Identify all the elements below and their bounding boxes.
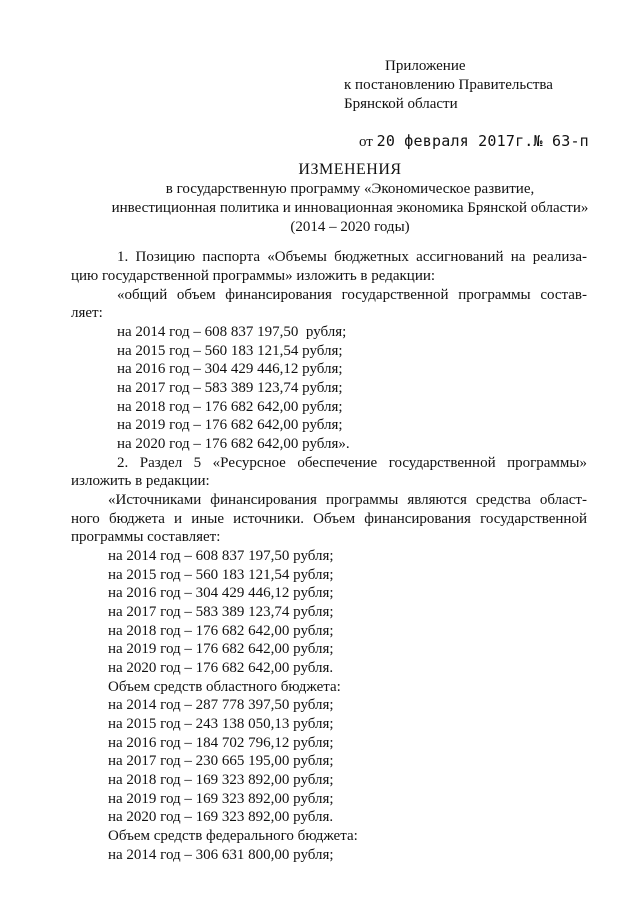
section2-total-item: на 2018 год – 176 682 642,00 рубля;: [108, 623, 334, 639]
section2-total-item: на 2014 год – 608 837 197,50 рубля;: [108, 548, 334, 564]
heading-line-3: (2014 – 2020 годы): [290, 219, 410, 235]
section1-item: на 2018 год – 176 682 642,00 рубля;: [117, 399, 343, 415]
section2-quote-line-3: программы составляет:: [71, 529, 221, 545]
section1-item: на 2017 год – 583 389 123,74 рубля;: [117, 380, 343, 396]
section1-quote-line-1: «общий объем финансирования государственной программы состав-: [117, 287, 587, 303]
section1-para-line-2: цию государственной программы» изложить в редакции:: [71, 268, 436, 284]
section2-regional-item: на 2014 год – 287 778 397,50 рубля;: [108, 697, 334, 713]
section2-total-item: на 2020 год – 176 682 642,00 рубля.: [108, 660, 334, 676]
section1-item: на 2015 год – 560 183 121,54 рубля;: [117, 343, 343, 359]
section1-quote-line-2: ляет:: [71, 305, 103, 321]
section1-item: на 2020 год – 176 682 642,00 рубля».: [117, 436, 350, 452]
section2-regional-item: на 2016 год – 184 702 796,12 рубля;: [108, 735, 334, 751]
section2-total-item: на 2019 год – 176 682 642,00 рубля;: [108, 641, 334, 657]
appendix-line-2: к постановлению Правительства: [344, 77, 553, 93]
section1-item: на 2014 год – 608 837 197,50 рубля;: [117, 324, 347, 340]
section2-quote-line-2: ного бюджета и иные источники. Объем финансирования государственной: [71, 511, 587, 527]
section2-regional-item: на 2019 год – 169 323 892,00 рубля;: [108, 791, 334, 807]
section2-total-item: на 2015 год – 560 183 121,54 рубля;: [108, 567, 334, 583]
appendix-date-value: 20 февраля 2017г.№ 63-п: [376, 132, 589, 150]
section2-para-line-2: изложить в редакции:: [71, 473, 210, 489]
section2-para-line-1: 2. Раздел 5 «Ресурсное обеспечение государственной программы»: [117, 455, 587, 471]
page-title: ИЗМЕНЕНИЯ: [298, 161, 402, 178]
section2-regional-item: на 2020 год – 169 323 892,00 рубля.: [108, 809, 334, 825]
appendix-line-3: Брянской области: [344, 96, 458, 112]
section2-regional-item: на 2018 год – 169 323 892,00 рубля;: [108, 772, 334, 788]
section2-regional-item: на 2015 год – 243 138 050,13 рубля;: [108, 716, 334, 732]
section1-para-line-1: 1. Позицию паспорта «Объемы бюджетных ассигнований на реализа-: [117, 249, 587, 265]
section1-item: на 2019 год – 176 682 642,00 рубля;: [117, 417, 343, 433]
appendix-line-1: Приложение: [385, 58, 466, 74]
section2-total-item: на 2016 год – 304 429 446,12 рубля;: [108, 585, 334, 601]
section2-federal-item: на 2014 год – 306 631 800,00 рубля;: [108, 847, 334, 863]
section2-quote-line-1: «Источниками финансирования программы являются средства област-: [108, 492, 587, 508]
regional-budget-heading: Объем средств областного бюджета:: [108, 679, 341, 695]
appendix-date-prefix: от: [359, 134, 377, 150]
federal-budget-heading: Объем средств федерального бюджета:: [108, 828, 358, 844]
section2-total-item: на 2017 год – 583 389 123,74 рубля;: [108, 604, 334, 620]
heading-line-1: в государственную программу «Экономическое развитие,: [165, 181, 535, 197]
heading-line-2: инвестиционная политика и инновационная экономика Брянской области»: [111, 200, 589, 216]
section2-regional-item: на 2017 год – 230 665 195,00 рубля;: [108, 753, 334, 769]
section1-item: на 2016 год – 304 429 446,12 рубля;: [117, 361, 343, 377]
